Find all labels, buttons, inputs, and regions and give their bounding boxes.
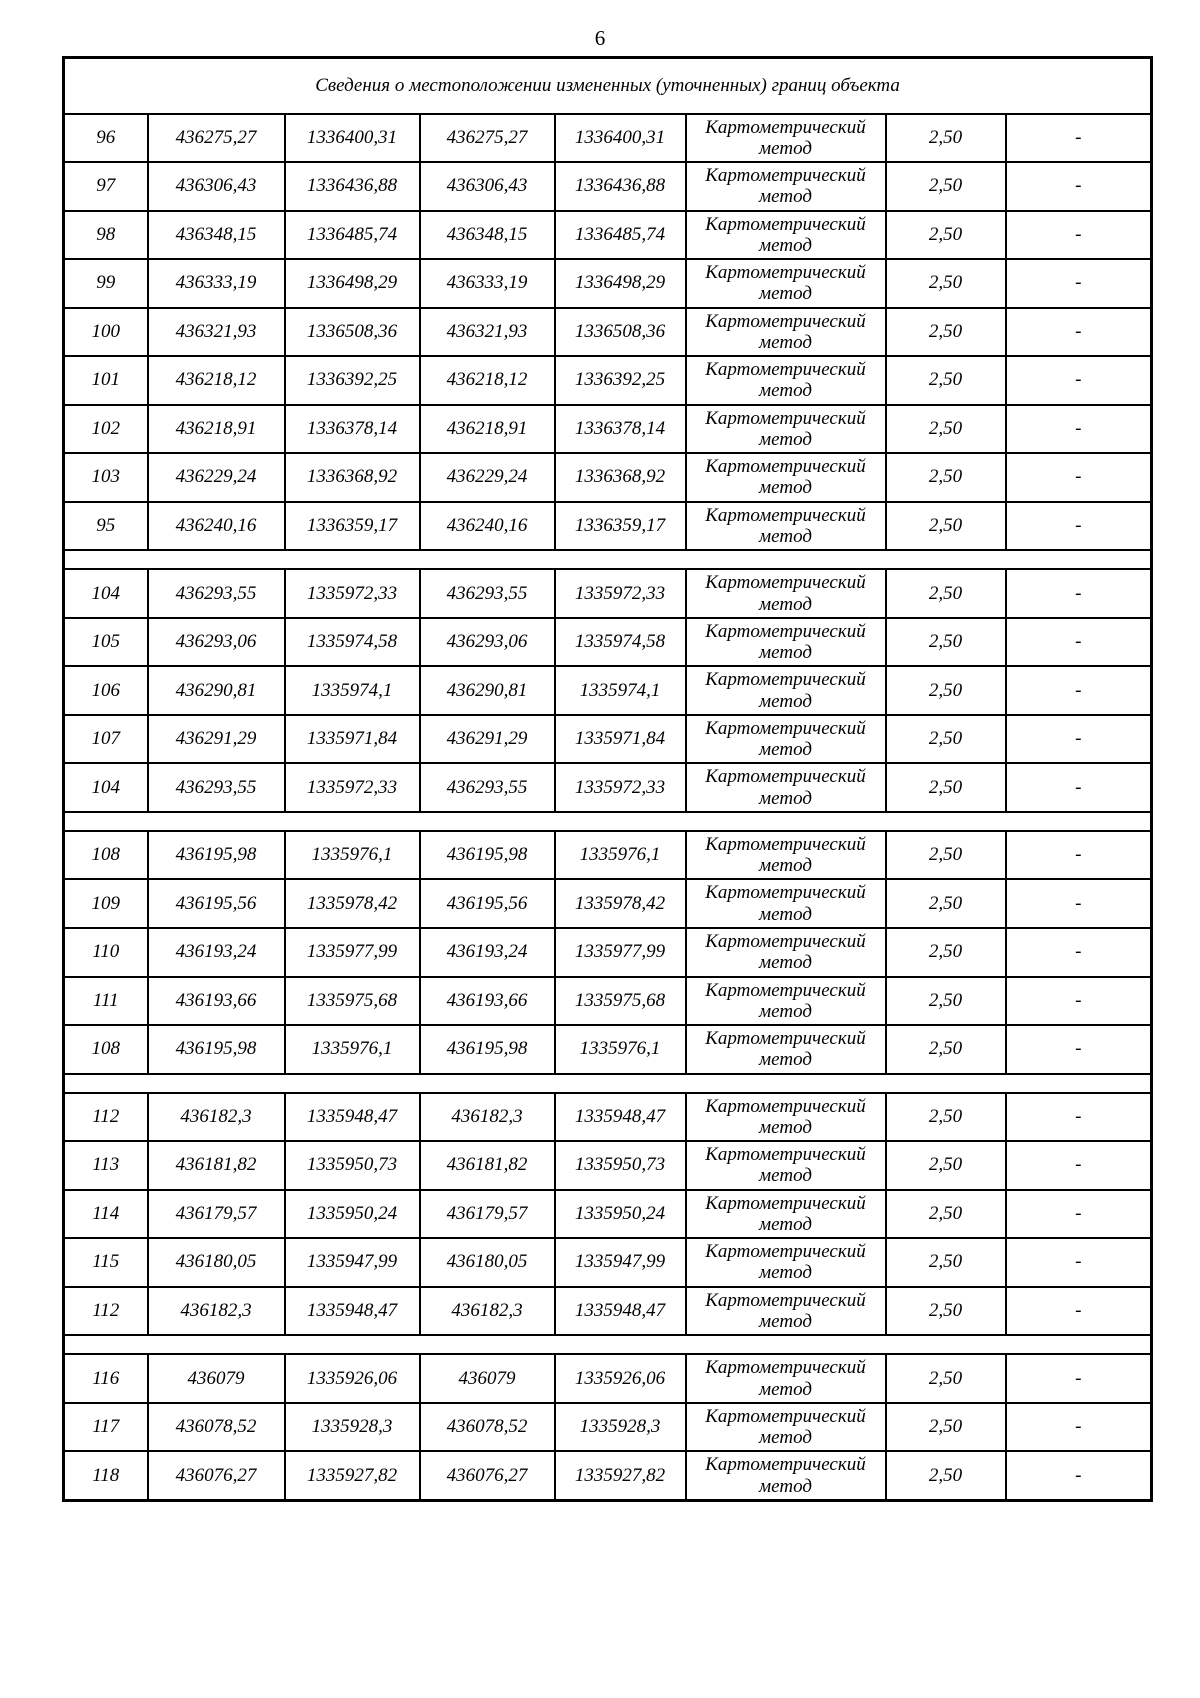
y-old-cell: 1335974,1 (285, 666, 420, 715)
method-cell: Картометрический метод (686, 666, 886, 715)
method-cell: Картометрический метод (686, 715, 886, 764)
method-cell: Картометрический метод (686, 1403, 886, 1452)
table-row (64, 666, 1152, 715)
x-old-cell: 436348,15 (148, 211, 285, 260)
precision-cell: 2,50 (886, 308, 1006, 357)
x-new-cell: 436179,57 (420, 1190, 555, 1239)
x-new-cell: 436076,27 (420, 1451, 555, 1500)
y-old-cell: 1335977,99 (285, 928, 420, 977)
dash-cell: - (1006, 1238, 1152, 1287)
y-old-cell: 1336498,29 (285, 259, 420, 308)
dash-cell: - (1006, 618, 1152, 667)
x-new-cell: 436180,05 (420, 1238, 555, 1287)
precision-cell: 2,50 (886, 211, 1006, 260)
x-old-cell: 436195,98 (148, 1025, 285, 1074)
table-title-row (64, 58, 1152, 114)
x-new-cell: 436193,66 (420, 977, 555, 1026)
table-row (64, 1287, 1152, 1336)
precision-cell: 2,50 (886, 977, 1006, 1026)
y-new-cell: 1335971,84 (555, 715, 686, 764)
precision-cell: 2,50 (886, 1354, 1006, 1403)
dash-cell: - (1006, 405, 1152, 454)
table-row (64, 618, 1152, 667)
y-new-cell: 1335948,47 (555, 1287, 686, 1336)
x-old-cell: 436321,93 (148, 308, 285, 357)
x-old-cell: 436182,3 (148, 1287, 285, 1336)
y-old-cell: 1336392,25 (285, 356, 420, 405)
y-old-cell: 1335978,42 (285, 879, 420, 928)
x-old-cell: 436193,66 (148, 977, 285, 1026)
method-cell: Картометрический метод (686, 162, 886, 211)
table-row (64, 715, 1152, 764)
x-new-cell: 436348,15 (420, 211, 555, 260)
x-old-cell: 436079 (148, 1354, 285, 1403)
point-number-cell: 114 (64, 1190, 148, 1239)
dash-cell: - (1006, 356, 1152, 405)
point-number-cell: 104 (64, 763, 148, 812)
table-row (64, 1451, 1152, 1500)
y-new-cell: 1335926,06 (555, 1354, 686, 1403)
point-number-cell: 99 (64, 259, 148, 308)
point-number-cell: 100 (64, 308, 148, 357)
precision-cell: 2,50 (886, 763, 1006, 812)
method-cell: Картометрический метод (686, 211, 886, 260)
point-number-cell: 104 (64, 569, 148, 618)
point-number-cell: 115 (64, 1238, 148, 1287)
x-old-cell: 436275,27 (148, 114, 285, 163)
method-cell: Картометрический метод (686, 356, 886, 405)
dash-cell: - (1006, 763, 1152, 812)
y-new-cell: 1335977,99 (555, 928, 686, 977)
x-old-cell: 436218,91 (148, 405, 285, 454)
x-new-cell: 436306,43 (420, 162, 555, 211)
dash-cell: - (1006, 715, 1152, 764)
x-new-cell: 436240,16 (420, 502, 555, 551)
precision-cell: 2,50 (886, 1093, 1006, 1142)
dash-cell: - (1006, 879, 1152, 928)
table-row (64, 569, 1152, 618)
x-old-cell: 436293,55 (148, 569, 285, 618)
y-new-cell: 1336359,17 (555, 502, 686, 551)
y-new-cell: 1335948,47 (555, 1093, 686, 1142)
y-old-cell: 1335926,06 (285, 1354, 420, 1403)
precision-cell: 2,50 (886, 162, 1006, 211)
point-number-cell: 110 (64, 928, 148, 977)
point-number-cell: 95 (64, 502, 148, 551)
x-old-cell: 436293,55 (148, 763, 285, 812)
y-new-cell: 1335927,82 (555, 1451, 686, 1500)
table-row (64, 928, 1152, 977)
point-number-cell: 108 (64, 831, 148, 880)
table-row (64, 308, 1152, 357)
dash-cell: - (1006, 1093, 1152, 1142)
table-row (64, 1093, 1152, 1142)
point-number-cell: 103 (64, 453, 148, 502)
precision-cell: 2,50 (886, 831, 1006, 880)
x-new-cell: 436218,12 (420, 356, 555, 405)
y-new-cell: 1336485,74 (555, 211, 686, 260)
dash-cell: - (1006, 1025, 1152, 1074)
y-new-cell: 1336368,92 (555, 453, 686, 502)
dash-cell: - (1006, 1287, 1152, 1336)
y-old-cell: 1335972,33 (285, 569, 420, 618)
point-number-cell: 109 (64, 879, 148, 928)
precision-cell: 2,50 (886, 618, 1006, 667)
x-old-cell: 436180,05 (148, 1238, 285, 1287)
method-cell: Картометрический метод (686, 114, 886, 163)
dash-cell: - (1006, 453, 1152, 502)
y-new-cell: 1336400,31 (555, 114, 686, 163)
precision-cell: 2,50 (886, 715, 1006, 764)
y-old-cell: 1335972,33 (285, 763, 420, 812)
x-old-cell: 436182,3 (148, 1093, 285, 1142)
y-old-cell: 1335974,58 (285, 618, 420, 667)
precision-cell: 2,50 (886, 114, 1006, 163)
table-row (64, 211, 1152, 260)
precision-cell: 2,50 (886, 928, 1006, 977)
dash-cell: - (1006, 666, 1152, 715)
precision-cell: 2,50 (886, 405, 1006, 454)
precision-cell: 2,50 (886, 1238, 1006, 1287)
x-old-cell: 436181,82 (148, 1141, 285, 1190)
x-new-cell: 436181,82 (420, 1141, 555, 1190)
precision-cell: 2,50 (886, 259, 1006, 308)
y-new-cell: 1336436,88 (555, 162, 686, 211)
group-separator-cell (64, 1074, 1152, 1093)
x-old-cell: 436078,52 (148, 1403, 285, 1452)
x-new-cell: 436193,24 (420, 928, 555, 977)
table-row (64, 1190, 1152, 1239)
dash-cell: - (1006, 1141, 1152, 1190)
method-cell: Картометрический метод (686, 1141, 886, 1190)
x-old-cell: 436179,57 (148, 1190, 285, 1239)
precision-cell: 2,50 (886, 1451, 1006, 1500)
x-new-cell: 436321,93 (420, 308, 555, 357)
point-number-cell: 112 (64, 1287, 148, 1336)
precision-cell: 2,50 (886, 356, 1006, 405)
group-separator-cell (64, 812, 1152, 831)
page-number: 6 (594, 26, 606, 50)
dash-cell: - (1006, 569, 1152, 618)
dash-cell: - (1006, 114, 1152, 163)
method-cell: Картометрический метод (686, 879, 886, 928)
y-old-cell: 1336485,74 (285, 211, 420, 260)
x-old-cell: 436291,29 (148, 715, 285, 764)
method-cell: Картометрический метод (686, 831, 886, 880)
precision-cell: 2,50 (886, 1190, 1006, 1239)
method-cell: Картометрический метод (686, 1354, 886, 1403)
table-row (64, 1354, 1152, 1403)
dash-cell: - (1006, 162, 1152, 211)
point-number-cell: 101 (64, 356, 148, 405)
x-new-cell: 436333,19 (420, 259, 555, 308)
precision-cell: 2,50 (886, 569, 1006, 618)
y-old-cell: 1336400,31 (285, 114, 420, 163)
table-row (64, 405, 1152, 454)
table-row (64, 879, 1152, 928)
point-number-cell: 105 (64, 618, 148, 667)
table-row (64, 1238, 1152, 1287)
point-number-cell: 97 (64, 162, 148, 211)
x-new-cell: 436275,27 (420, 114, 555, 163)
table-row (64, 356, 1152, 405)
y-old-cell: 1335950,73 (285, 1141, 420, 1190)
dash-cell: - (1006, 259, 1152, 308)
dash-cell: - (1006, 308, 1152, 357)
table-row (64, 1403, 1152, 1452)
method-cell: Картометрический метод (686, 618, 886, 667)
point-number-cell: 111 (64, 977, 148, 1026)
dash-cell: - (1006, 1354, 1152, 1403)
method-cell: Картометрический метод (686, 308, 886, 357)
method-cell: Картометрический метод (686, 569, 886, 618)
x-new-cell: 436290,81 (420, 666, 555, 715)
method-cell: Картометрический метод (686, 1025, 886, 1074)
method-cell: Картометрический метод (686, 1190, 886, 1239)
y-new-cell: 1335947,99 (555, 1238, 686, 1287)
x-new-cell: 436182,3 (420, 1093, 555, 1142)
x-new-cell: 436293,55 (420, 763, 555, 812)
y-new-cell: 1335972,33 (555, 763, 686, 812)
table-row (64, 162, 1152, 211)
precision-cell: 2,50 (886, 1025, 1006, 1074)
method-cell: Картометрический метод (686, 763, 886, 812)
y-new-cell: 1335978,42 (555, 879, 686, 928)
y-new-cell: 1336392,25 (555, 356, 686, 405)
dash-cell: - (1006, 211, 1152, 260)
point-number-cell: 102 (64, 405, 148, 454)
table-row (64, 502, 1152, 551)
group-separator-row (64, 1074, 1152, 1093)
y-old-cell: 1335975,68 (285, 977, 420, 1026)
y-old-cell: 1335976,1 (285, 831, 420, 880)
x-old-cell: 436193,24 (148, 928, 285, 977)
x-new-cell: 436293,06 (420, 618, 555, 667)
x-new-cell: 436291,29 (420, 715, 555, 764)
y-new-cell: 1335975,68 (555, 977, 686, 1026)
precision-cell: 2,50 (886, 1403, 1006, 1452)
x-new-cell: 436218,91 (420, 405, 555, 454)
x-new-cell: 436182,3 (420, 1287, 555, 1336)
table-row (64, 1141, 1152, 1190)
method-cell: Картометрический метод (686, 259, 886, 308)
dash-cell: - (1006, 928, 1152, 977)
y-old-cell: 1336359,17 (285, 502, 420, 551)
x-new-cell: 436195,98 (420, 831, 555, 880)
x-new-cell: 436078,52 (420, 1403, 555, 1452)
table-row (64, 114, 1152, 163)
y-new-cell: 1336498,29 (555, 259, 686, 308)
dash-cell: - (1006, 1451, 1152, 1500)
y-old-cell: 1335971,84 (285, 715, 420, 764)
y-new-cell: 1335976,1 (555, 831, 686, 880)
precision-cell: 2,50 (886, 502, 1006, 551)
precision-cell: 2,50 (886, 1141, 1006, 1190)
y-new-cell: 1335950,73 (555, 1141, 686, 1190)
point-number-cell: 112 (64, 1093, 148, 1142)
method-cell: Картометрический метод (686, 453, 886, 502)
x-old-cell: 436240,16 (148, 502, 285, 551)
point-number-cell: 96 (64, 114, 148, 163)
y-old-cell: 1335927,82 (285, 1451, 420, 1500)
method-cell: Картометрический метод (686, 1451, 886, 1500)
group-separator-cell (64, 550, 1152, 569)
dash-cell: - (1006, 502, 1152, 551)
method-cell: Картометрический метод (686, 405, 886, 454)
x-new-cell: 436229,24 (420, 453, 555, 502)
group-separator-cell (64, 1335, 1152, 1354)
x-old-cell: 436195,98 (148, 831, 285, 880)
dash-cell: - (1006, 1403, 1152, 1452)
y-old-cell: 1335976,1 (285, 1025, 420, 1074)
method-cell: Картометрический метод (686, 977, 886, 1026)
x-old-cell: 436333,19 (148, 259, 285, 308)
x-old-cell: 436290,81 (148, 666, 285, 715)
y-old-cell: 1336436,88 (285, 162, 420, 211)
point-number-cell: 98 (64, 211, 148, 260)
precision-cell: 2,50 (886, 879, 1006, 928)
point-number-cell: 107 (64, 715, 148, 764)
table-row (64, 453, 1152, 502)
y-new-cell: 1335976,1 (555, 1025, 686, 1074)
y-old-cell: 1335948,47 (285, 1287, 420, 1336)
x-old-cell: 436218,12 (148, 356, 285, 405)
y-new-cell: 1335928,3 (555, 1403, 686, 1452)
y-old-cell: 1336508,36 (285, 308, 420, 357)
x-new-cell: 436293,55 (420, 569, 555, 618)
point-number-cell: 116 (64, 1354, 148, 1403)
x-old-cell: 436229,24 (148, 453, 285, 502)
method-cell: Картометрический метод (686, 1287, 886, 1336)
table-row (64, 1025, 1152, 1074)
y-new-cell: 1336508,36 (555, 308, 686, 357)
table-row (64, 259, 1152, 308)
table-row (64, 831, 1152, 880)
y-old-cell: 1335948,47 (285, 1093, 420, 1142)
method-cell: Картометрический метод (686, 502, 886, 551)
precision-cell: 2,50 (886, 666, 1006, 715)
group-separator-row (64, 550, 1152, 569)
method-cell: Картометрический метод (686, 928, 886, 977)
point-number-cell: 113 (64, 1141, 148, 1190)
x-old-cell: 436306,43 (148, 162, 285, 211)
method-cell: Картометрический метод (686, 1093, 886, 1142)
y-old-cell: 1336368,92 (285, 453, 420, 502)
table-title: Сведения о местоположении измененных (уточненных) границ объекта (64, 58, 1152, 114)
table-row (64, 977, 1152, 1026)
x-new-cell: 436195,98 (420, 1025, 555, 1074)
table-row (64, 763, 1152, 812)
y-new-cell: 1335950,24 (555, 1190, 686, 1239)
y-new-cell: 1335972,33 (555, 569, 686, 618)
point-number-cell: 118 (64, 1451, 148, 1500)
x-old-cell: 436076,27 (148, 1451, 285, 1500)
y-new-cell: 1335974,58 (555, 618, 686, 667)
point-number-cell: 106 (64, 666, 148, 715)
x-new-cell: 436079 (420, 1354, 555, 1403)
x-old-cell: 436195,56 (148, 879, 285, 928)
y-old-cell: 1335950,24 (285, 1190, 420, 1239)
y-new-cell: 1335974,1 (555, 666, 686, 715)
dash-cell: - (1006, 1190, 1152, 1239)
point-number-cell: 108 (64, 1025, 148, 1074)
y-old-cell: 1336378,14 (285, 405, 420, 454)
y-old-cell: 1335928,3 (285, 1403, 420, 1452)
group-separator-row (64, 1335, 1152, 1354)
y-new-cell: 1336378,14 (555, 405, 686, 454)
dash-cell: - (1006, 831, 1152, 880)
group-separator-row (64, 812, 1152, 831)
y-old-cell: 1335947,99 (285, 1238, 420, 1287)
precision-cell: 2,50 (886, 453, 1006, 502)
precision-cell: 2,50 (886, 1287, 1006, 1336)
x-old-cell: 436293,06 (148, 618, 285, 667)
x-new-cell: 436195,56 (420, 879, 555, 928)
dash-cell: - (1006, 977, 1152, 1026)
boundary-coordinates-table (62, 56, 1153, 1502)
method-cell: Картометрический метод (686, 1238, 886, 1287)
point-number-cell: 117 (64, 1403, 148, 1452)
